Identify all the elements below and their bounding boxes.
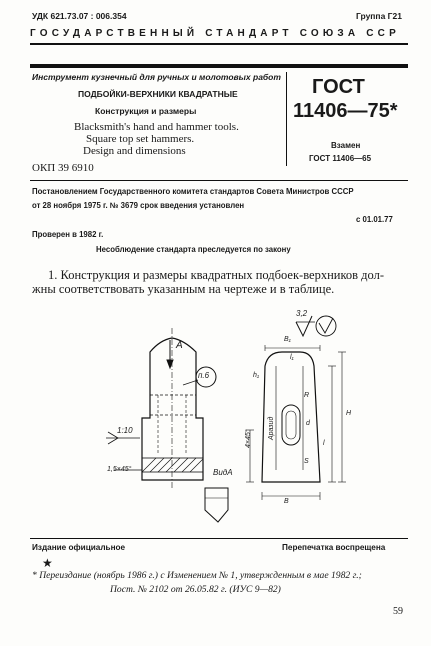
view-label: ВидА <box>213 468 233 477</box>
dim-l-label: l <box>323 440 325 447</box>
official-edition: Издание официальное <box>32 543 126 552</box>
title-ru-line1: Инструмент кузнечный для ручных и молотовых работ <box>32 72 281 82</box>
star-icon: ★ <box>42 556 53 570</box>
dim-r-label: R <box>304 392 310 399</box>
decree-date: с 01.01.77 <box>356 215 393 224</box>
footnote-line1: * Переиздание (ноябрь 1986 г.) с Изменением № 1, утвержденным в мае 1982 г.; <box>32 570 362 581</box>
paragraph-line1: 1. Конструкция и размеры квадратных подбоек-верхников дол- <box>48 268 385 282</box>
view-a-label: A <box>176 340 183 351</box>
dim-h-label: H <box>346 410 352 417</box>
dim-d-label: d <box>306 420 310 427</box>
title-en-line3: Design and dimensions <box>83 145 186 157</box>
standard-banner: ГОСУДАРСТВЕННЫЙ СТАНДАРТ СОЮЗА ССР <box>30 28 400 39</box>
page-number: 59 <box>393 606 403 617</box>
dim-s-label: S <box>304 458 309 465</box>
roughness-label: 3,2 <box>296 309 308 318</box>
title-en-line1: Blacksmith's hand and hammer tools. <box>74 121 239 133</box>
group-code: Группа Г21 <box>356 11 402 21</box>
taper-label: 1:10 <box>117 426 133 435</box>
dim-b1-label: B₁ <box>284 336 291 343</box>
title-en-line2: Square top set hammers. <box>86 133 195 145</box>
callout-label: п.6 <box>198 371 210 380</box>
footnote-line2: Пост. № 2102 от 26.05.82 г. (ИУС 9—82) <box>110 584 281 595</box>
dim-h1-label: h₁ <box>253 372 260 379</box>
chamfer2-label: 4×45° <box>245 429 252 448</box>
gost-number: 11406—75* <box>293 100 398 122</box>
gost-word: ГОСТ <box>312 76 365 98</box>
groove-label: Аразид <box>268 416 275 440</box>
decree-line1: Постановлением Государственного комитета стандартов Совета Министров СССР <box>32 187 354 196</box>
title-ru-line3: Конструкция и размеры <box>95 106 197 116</box>
chamfer-label: 1,5×45° <box>107 466 132 473</box>
udk-code: УДК 621.73.07 : 006.354 <box>32 11 127 21</box>
title-ru-line2: ПОДБОЙКИ-ВЕРХНИКИ КВАДРАТНЫЕ <box>78 89 238 99</box>
paragraph-line2: жны соответствовать указанным на чертеже и в таблице. <box>32 282 335 296</box>
law-warning: Несоблюдение стандарта преследуется по закону <box>96 245 291 254</box>
dim-b-label: B <box>284 498 289 505</box>
footer-rule <box>30 538 408 539</box>
okp-code: ОКП 39 6910 <box>32 162 94 174</box>
replaces-value: ГОСТ 11406—65 <box>309 154 372 163</box>
reprint-notice: Перепечатка воспрещена <box>282 543 386 552</box>
dim-l1-label: l₁ <box>290 354 294 361</box>
replaces-label: Взамен <box>331 141 361 150</box>
decree-line2: от 28 ноября 1975 г. № 3679 срок введения установлен <box>32 201 245 210</box>
checked-year: Проверен в 1982 г. <box>32 230 104 239</box>
